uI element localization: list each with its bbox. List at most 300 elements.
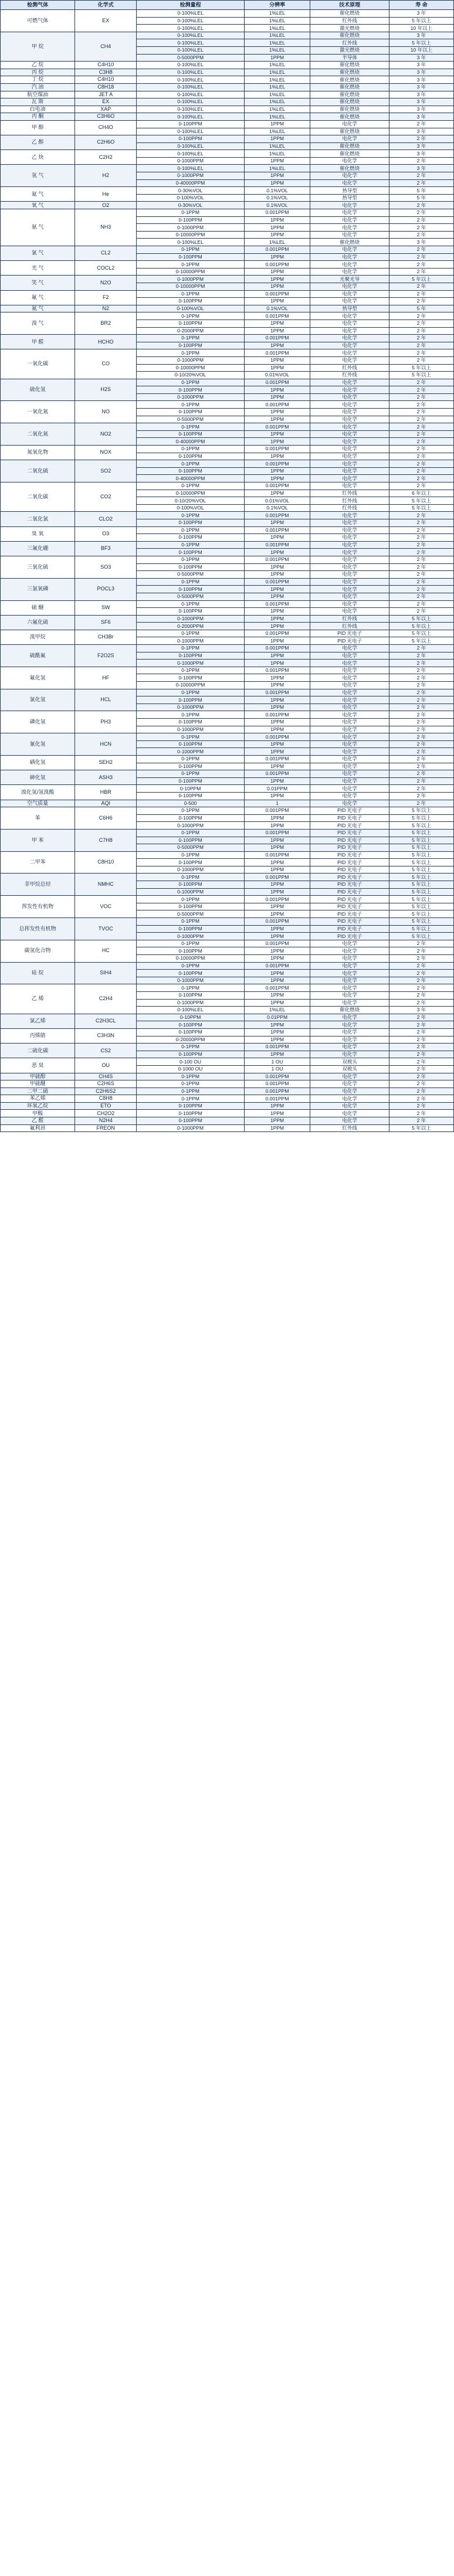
cell-life: 2 年 [389, 1110, 453, 1117]
cell-principle: 电化学 [310, 593, 389, 600]
cell-resolution: 1%LEL [244, 39, 310, 47]
table-row [1, 1110, 454, 1117]
cell-resolution: 1PPM [244, 726, 310, 733]
cell-resolution: 0.001PPM [244, 423, 310, 431]
cell-life: 2 年 [389, 660, 453, 667]
cell-principle: 电化学 [310, 652, 389, 660]
cell-resolution: 0.001PPM [244, 446, 310, 453]
table-row [1, 261, 454, 269]
cell-formula: EX [75, 10, 137, 32]
table-row [1, 98, 454, 106]
cell-life: 3 年 [389, 239, 453, 246]
cell-resolution: 0.001PPM [244, 874, 310, 881]
cell-principle: 红外线 [310, 623, 389, 630]
cell-principle: 电化学 [310, 356, 389, 364]
cell-principle: 热导型 [310, 187, 389, 195]
cell-resolution: 1PPM [244, 467, 310, 475]
cell-formula: C8H18 [75, 83, 137, 91]
cell-gas-name: 丙 烷 [1, 69, 75, 76]
cell-life: 5 年以上 [389, 822, 453, 830]
cell-gas-name: 硫化氢 [1, 379, 75, 401]
cell-life: 2 年 [389, 563, 453, 571]
cell-gas-name: 二氧化硫 [1, 460, 75, 482]
cell-resolution: 1PPM [244, 157, 310, 165]
cell-life: 2 年 [389, 733, 453, 741]
cell-range: 0-10000PPM [137, 283, 244, 290]
cell-resolution: 1PPM [244, 1117, 310, 1125]
cell-life: 5 年以上 [389, 276, 453, 283]
cell-principle: 电化学 [310, 179, 389, 187]
header-resolution: 分辨率 [244, 1, 310, 10]
cell-resolution: 0.001PPM [244, 918, 310, 926]
cell-principle: 电化学 [310, 984, 389, 992]
cell-resolution: 1PPM [244, 216, 310, 224]
cell-resolution: 1PPM [244, 320, 310, 327]
cell-principle: PID 光电子 [310, 874, 389, 881]
cell-life: 2 年 [389, 682, 453, 689]
cell-life: 5 年以上 [389, 630, 453, 637]
cell-resolution: 0.001PPM [244, 246, 310, 254]
table-row [1, 918, 454, 926]
cell-resolution: 1PPM [244, 519, 310, 526]
cell-gas-name: 白电油 [1, 106, 75, 113]
cell-resolution: 0.001PPM [244, 984, 310, 992]
cell-principle: 电化学 [310, 135, 389, 143]
header-formula: 化学式 [75, 1, 137, 10]
table-row [1, 1028, 454, 1036]
cell-formula: C6H6 [75, 807, 137, 830]
cell-principle: PID 光电子 [310, 637, 389, 645]
cell-life: 2 年 [389, 689, 453, 696]
cell-resolution: 1PPM [244, 283, 310, 290]
cell-gas-name: 瓦 斯 [1, 98, 75, 106]
cell-life: 3 年 [389, 54, 453, 62]
cell-formula: OU [75, 1058, 137, 1073]
cell-formula: C2H3CL [75, 1014, 137, 1028]
cell-principle: 电化学 [310, 740, 389, 748]
table-row [1, 150, 454, 158]
cell-life: 2 年 [389, 586, 453, 593]
cell-range: 0-1PPM [137, 962, 244, 970]
table-row [1, 401, 454, 409]
cell-formula: BR2 [75, 312, 137, 335]
table-row [1, 689, 454, 696]
cell-range: 0-100%LEL [137, 106, 244, 113]
cell-range: 0-100PPM [137, 777, 244, 785]
cell-resolution: 1PPM [244, 947, 310, 955]
cell-life: 3 年 [389, 83, 453, 91]
cell-resolution: 1PPM [244, 660, 310, 667]
cell-principle: 催化燃烧 [310, 150, 389, 158]
cell-range: 0-1PPM [137, 512, 244, 519]
cell-life: 2 年 [389, 977, 453, 984]
cell-resolution: 1PPM [244, 1028, 310, 1036]
cell-gas-name: 溴 气 [1, 312, 75, 335]
cell-principle: PID 光电子 [310, 896, 389, 903]
cell-life: 2 年 [389, 157, 453, 165]
cell-life: 2 年 [389, 1058, 453, 1066]
cell-principle: 电化学 [310, 438, 389, 446]
cell-formula: SW [75, 600, 137, 615]
table-row [1, 874, 454, 881]
cell-formula: HF [75, 667, 137, 689]
cell-formula: He [75, 187, 137, 202]
cell-principle: 激光燃烧 [310, 25, 389, 32]
table-row [1, 113, 454, 121]
cell-principle: 电化学 [310, 519, 389, 526]
cell-life: 2 年 [389, 1014, 453, 1021]
cell-life: 2 年 [389, 763, 453, 770]
cell-formula: CO2 [75, 482, 137, 512]
cell-range: 0-100PPM [137, 814, 244, 822]
cell-gas-name: 三氧化硫 [1, 556, 75, 578]
cell-principle: 电化学 [310, 290, 389, 298]
cell-range: 0-100PPM [137, 120, 244, 128]
cell-formula: H2S [75, 379, 137, 401]
cell-formula: CLO2 [75, 512, 137, 526]
cell-principle: 电化学 [310, 674, 389, 682]
cell-life: 5 年以上 [389, 1124, 453, 1132]
cell-resolution: 1PPM [244, 1021, 310, 1029]
cell-principle: 电化学 [310, 748, 389, 756]
cell-life: 3 年 [389, 142, 453, 150]
table-row [1, 187, 454, 195]
cell-principle: 催化燃烧 [310, 91, 389, 98]
cell-range: 0-100PPM [137, 1102, 244, 1110]
table-row [1, 807, 454, 815]
cell-range: 0-1000PPM [137, 660, 244, 667]
cell-principle: 电化学 [310, 962, 389, 970]
cell-principle: 电化学 [310, 667, 389, 674]
cell-principle: PID 光电子 [310, 918, 389, 926]
cell-life: 2 年 [389, 393, 453, 401]
cell-life: 5 年以上 [389, 837, 453, 844]
table-row [1, 379, 454, 386]
cell-formula: JET A [75, 91, 137, 98]
cell-resolution: 0.001PPM [244, 962, 310, 970]
cell-gas-name: 航空煤油 [1, 91, 75, 98]
cell-principle: 电化学 [310, 393, 389, 401]
cell-life: 2 年 [389, 224, 453, 232]
cell-formula: C2H2 [75, 150, 137, 165]
cell-resolution: 1PPM [244, 608, 310, 616]
cell-principle: PID 光电子 [310, 807, 389, 815]
cell-principle: 光聚光导 [310, 276, 389, 283]
cell-gas-name: 磷化氢 [1, 711, 75, 733]
cell-life: 5 年以上 [389, 881, 453, 889]
cell-range: 0-100PPM [137, 837, 244, 844]
cell-resolution: 1PPM [244, 844, 310, 852]
cell-resolution: 0.01%VOL [244, 497, 310, 505]
cell-life: 5 年以上 [389, 364, 453, 372]
cell-range: 0-1PPM [137, 711, 244, 719]
cell-range: 0-100PPM [137, 519, 244, 526]
cell-range: 0-5000PPM [137, 593, 244, 600]
cell-range: 0-100PPM [137, 991, 244, 999]
cell-principle: 电化学 [310, 645, 389, 653]
cell-resolution: 0.001PPM [244, 512, 310, 519]
cell-resolution: 1 [244, 800, 310, 807]
cell-range: 0-100%LEL [137, 150, 244, 158]
cell-range: 0-1PPM [137, 733, 244, 741]
cell-life: 5 年 [389, 305, 453, 312]
cell-formula: FREON [75, 1124, 137, 1132]
cell-principle: 催化燃烧 [310, 165, 389, 172]
cell-gas-name: 氨 气 [1, 209, 75, 246]
cell-life: 3 年 [389, 98, 453, 106]
cell-principle: 催化燃烧 [310, 83, 389, 91]
cell-range: 0-1PPM [137, 1095, 244, 1103]
cell-resolution: 0.001PPM [244, 1088, 310, 1095]
cell-resolution: 0.001PPM [244, 379, 310, 386]
cell-life: 2 年 [389, 512, 453, 519]
cell-principle: 电化学 [310, 556, 389, 563]
cell-principle: 电化学 [310, 1088, 389, 1095]
table-row [1, 1088, 454, 1095]
cell-life: 2 年 [389, 283, 453, 290]
table-row [1, 202, 454, 209]
cell-resolution: 1PPM [244, 179, 310, 187]
cell-formula: CS2 [75, 1044, 137, 1058]
cell-resolution: 1PPM [244, 792, 310, 800]
cell-resolution: 1PPM [244, 490, 310, 497]
cell-resolution: 1PPM [244, 777, 310, 785]
cell-principle: 电化学 [310, 482, 389, 490]
cell-life: 3 年 [389, 76, 453, 84]
cell-gas-name: 甲 苯 [1, 829, 75, 851]
cell-principle: 红外线 [310, 497, 389, 505]
cell-gas-name: 一氧化氮 [1, 401, 75, 423]
cell-principle: 电化学 [310, 157, 389, 165]
cell-life: 5 年以上 [389, 844, 453, 852]
cell-resolution: 1PPM [244, 172, 310, 180]
cell-range: 0-1PPM [137, 261, 244, 269]
cell-range: 0-100PPM [137, 925, 244, 933]
cell-life: 2 年 [389, 1088, 453, 1095]
cell-life: 5 年以上 [389, 859, 453, 866]
cell-principle: 电化学 [310, 541, 389, 549]
header-life: 寿 命 [389, 1, 453, 10]
cell-principle: 电化学 [310, 571, 389, 579]
cell-life: 2 年 [389, 268, 453, 276]
cell-range: 0-100%LEL [137, 46, 244, 54]
cell-life: 2 年 [389, 298, 453, 305]
cell-formula: F2O2S [75, 645, 137, 667]
cell-formula: CH2O2 [75, 1110, 137, 1117]
cell-principle: 电化学 [310, 940, 389, 947]
cell-gas-name: 氰化氢 [1, 733, 75, 756]
table-row [1, 733, 454, 741]
cell-range: 0-100%LEL [137, 39, 244, 47]
cell-gas-name: 三氯氧磷 [1, 578, 75, 600]
cell-life: 2 年 [389, 748, 453, 756]
cell-range: 0-100PPM [137, 903, 244, 910]
cell-range: 0-100PPM [137, 253, 244, 261]
cell-resolution: 1PPM [244, 356, 310, 364]
cell-principle: 电化学 [310, 512, 389, 519]
cell-principle: 电化学 [310, 711, 389, 719]
cell-range: 0-1PPM [137, 984, 244, 992]
cell-range: 0-40000PPM [137, 179, 244, 187]
cell-resolution: 0.1%VOL [244, 305, 310, 312]
table-row [1, 1124, 454, 1132]
table-row [1, 800, 454, 807]
table-row [1, 106, 454, 113]
cell-resolution: 1PPM [244, 814, 310, 822]
cell-resolution: 1PPM [244, 1124, 310, 1132]
cell-resolution: 1%LEL [244, 76, 310, 84]
cell-resolution: 1PPM [244, 1110, 310, 1117]
cell-formula: POCL3 [75, 578, 137, 600]
cell-range: 0-100%LEL [137, 83, 244, 91]
cell-life: 5 年以上 [389, 39, 453, 47]
cell-resolution: 1PPM [244, 342, 310, 349]
cell-principle: 电化学 [310, 733, 389, 741]
cell-principle: 电化学 [310, 785, 389, 793]
cell-resolution: 1PPM [244, 416, 310, 423]
table-row [1, 1073, 454, 1080]
cell-gas-name: 乙 烯 [1, 984, 75, 1014]
cell-life: 2 年 [389, 770, 453, 778]
cell-resolution: 0.001PPM [244, 600, 310, 608]
cell-gas-name: 三氟化硼 [1, 541, 75, 556]
cell-principle: 红外线 [310, 504, 389, 512]
cell-formula: C4H10 [75, 76, 137, 84]
cell-life: 10 年以上 [389, 25, 453, 32]
cell-range: 0-1000PPM [137, 172, 244, 180]
cell-range: 0-2000PPM [137, 327, 244, 335]
cell-gas-name: 硒化氢 [1, 755, 75, 770]
cell-gas-name: 硅 烷 [1, 962, 75, 984]
cell-resolution: 1%LEL [244, 91, 310, 98]
cell-range: 0-1PPM [137, 1073, 244, 1080]
table-row [1, 667, 454, 674]
table-row [1, 312, 454, 320]
cell-life: 2 年 [389, 578, 453, 586]
cell-resolution: 1PPM [244, 534, 310, 542]
cell-gas-name: 氮 气 [1, 305, 75, 312]
cell-resolution: 1%LEL [244, 46, 310, 54]
cell-principle: 电化学 [310, 660, 389, 667]
cell-resolution: 1PPM [244, 881, 310, 889]
cell-principle: 半导体 [310, 54, 389, 62]
cell-gas-name: 甲硫醇 [1, 1073, 75, 1080]
table-row [1, 165, 454, 172]
cell-range: 0-1000PPM [137, 888, 244, 896]
cell-resolution: 1PPM [244, 327, 310, 335]
cell-formula: O2 [75, 202, 137, 209]
cell-resolution: 1%LEL [244, 142, 310, 150]
cell-life: 2 年 [389, 1051, 453, 1058]
cell-formula: NO [75, 401, 137, 423]
cell-range: 0-100PPM [137, 586, 244, 593]
cell-resolution: 0.001PPM [244, 940, 310, 947]
cell-range: 0-100%LEL [137, 128, 244, 135]
cell-range: 0-10000PPM [137, 231, 244, 239]
cell-range: 0-1PPM [137, 446, 244, 453]
cell-range: 0-100%LEL [137, 239, 244, 246]
cell-formula: NOX [75, 446, 137, 460]
cell-life: 2 年 [389, 777, 453, 785]
cell-principle: 红外线 [310, 372, 389, 379]
table-row [1, 1058, 454, 1066]
cell-range: 0-100PPM [137, 947, 244, 955]
cell-range: 0-100PPM [137, 320, 244, 327]
cell-principle: 电化学 [310, 1080, 389, 1088]
cell-principle: 电化学 [310, 453, 389, 460]
cell-principle: 电化学 [310, 608, 389, 616]
cell-formula: N2 [75, 305, 137, 312]
cell-resolution: 1PPM [244, 54, 310, 62]
cell-principle: 电化学 [310, 763, 389, 770]
cell-range: 0-1PPM [137, 630, 244, 637]
cell-range: 0-5000PPM [137, 416, 244, 423]
cell-life: 2 年 [389, 179, 453, 187]
cell-life: 2 年 [389, 711, 453, 719]
cell-principle: 电化学 [310, 1073, 389, 1080]
cell-principle: 红外线 [310, 364, 389, 372]
cell-life: 2 年 [389, 423, 453, 431]
cell-life: 3 年 [389, 1007, 453, 1014]
cell-gas-name: 乙 烷 [1, 62, 75, 69]
cell-formula: HC [75, 940, 137, 962]
cell-gas-name: 乙 醇 [1, 135, 75, 150]
cell-principle: 电化学 [310, 312, 389, 320]
cell-principle: 激光燃烧 [310, 46, 389, 54]
cell-life: 2 年 [389, 526, 453, 534]
cell-range: 0-100PPM [137, 763, 244, 770]
cell-range: 0-1000PPM [137, 748, 244, 756]
cell-resolution: 0.001PPM [244, 733, 310, 741]
cell-formula: C3H8 [75, 69, 137, 76]
cell-resolution: 1PPM [244, 623, 310, 630]
cell-principle: PID 光电子 [310, 851, 389, 859]
cell-resolution: 0.001PPM [244, 482, 310, 490]
cell-life: 2 年 [389, 962, 453, 970]
table-row [1, 1014, 454, 1021]
cell-resolution: 0.01%VOL [244, 372, 310, 379]
cell-principle: 电化学 [310, 261, 389, 269]
table-row [1, 135, 454, 143]
cell-range: 0-100PPM [137, 549, 244, 556]
cell-life: 5 年以上 [389, 807, 453, 815]
cell-range: 0-20000PPM [137, 1036, 244, 1044]
table-row [1, 62, 454, 69]
cell-resolution: 1PPM [244, 453, 310, 460]
cell-life: 2 年 [389, 386, 453, 394]
cell-range: 0-1PPM [137, 482, 244, 490]
cell-resolution: 0.1%VOL [244, 504, 310, 512]
cell-gas-name: 溴化氢/氢溴酸 [1, 785, 75, 800]
cell-formula: ETO [75, 1102, 137, 1110]
cell-life: 5 年以上 [389, 17, 453, 25]
cell-range: 0-100PPM [137, 792, 244, 800]
cell-resolution: 1PPM [244, 438, 310, 446]
cell-resolution: 1PPM [244, 696, 310, 704]
cell-resolution: 0.001PPM [244, 290, 310, 298]
cell-life: 5 年以上 [389, 866, 453, 874]
cell-principle: 电化学 [310, 1110, 389, 1117]
cell-life: 2 年 [389, 453, 453, 460]
table-row [1, 423, 454, 431]
cell-resolution: 1PPM [244, 593, 310, 600]
cell-range: 0-100PPM [137, 342, 244, 349]
cell-principle: 电化学 [310, 955, 389, 963]
cell-range: 0-5000PPM [137, 571, 244, 579]
cell-range: 0-100PPM [137, 608, 244, 616]
cell-resolution: 1PPM [244, 1051, 310, 1058]
cell-principle: 电化学 [310, 409, 389, 416]
